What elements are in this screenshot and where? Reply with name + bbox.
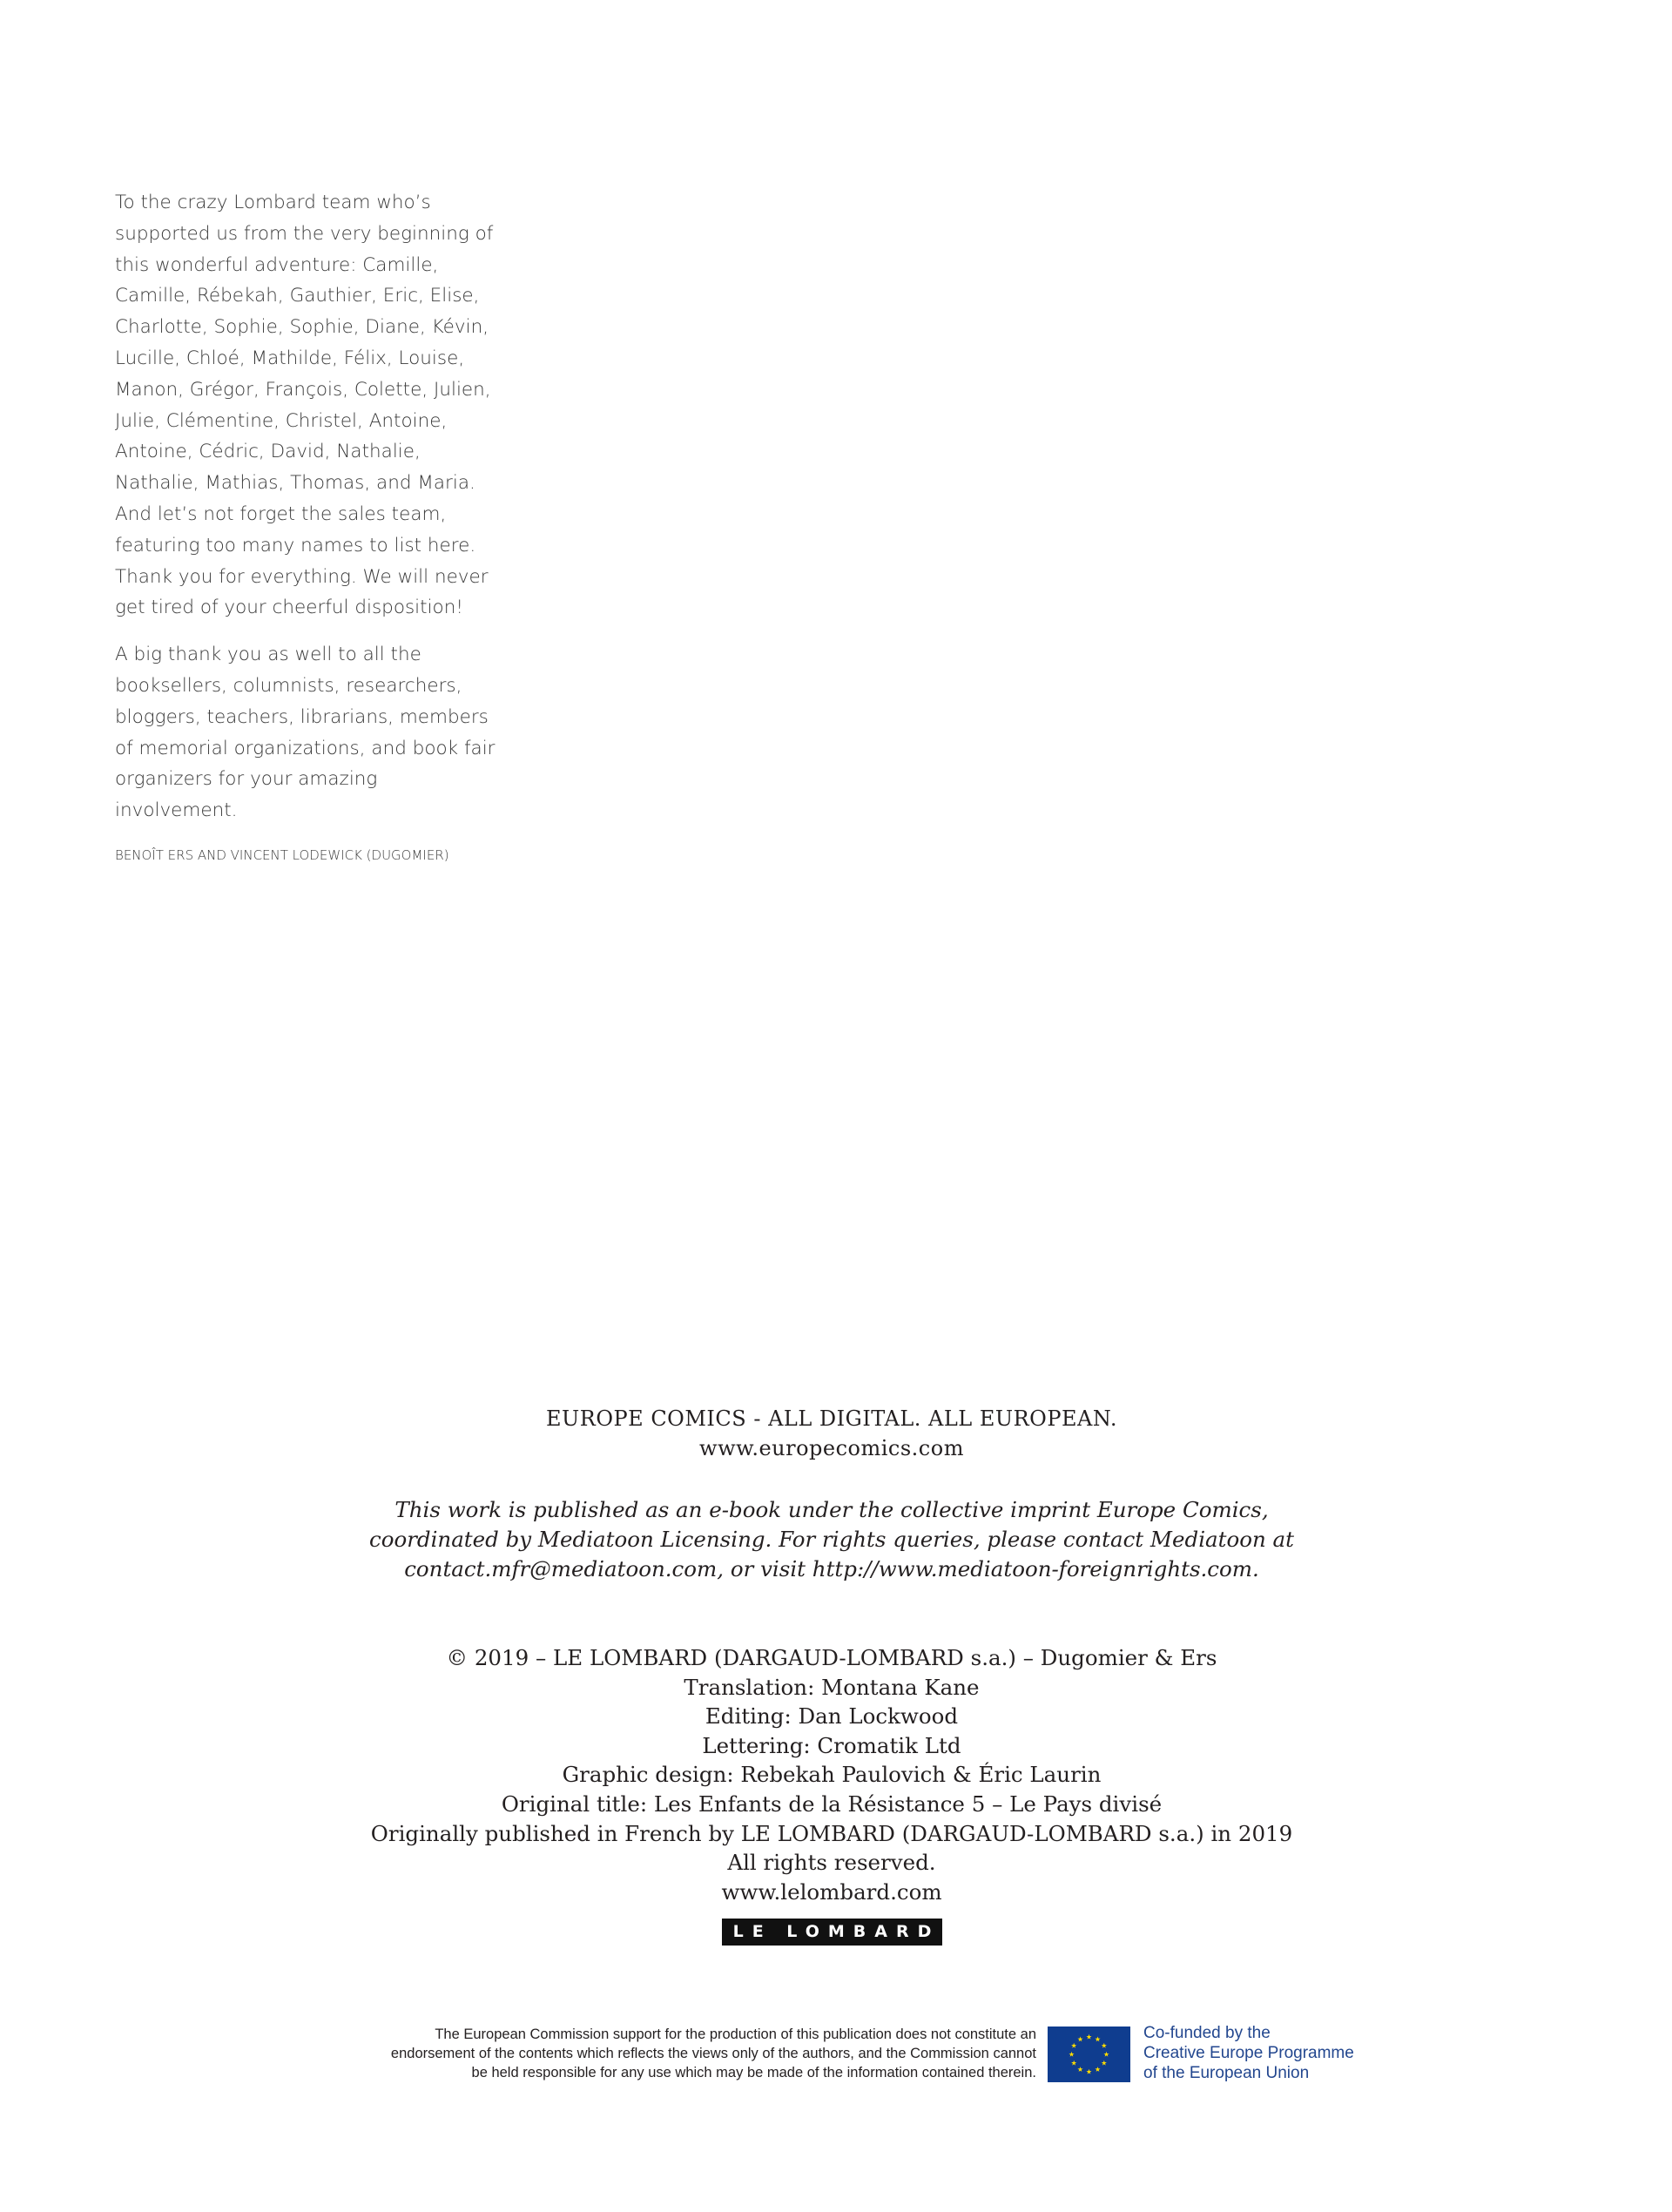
eu-star-icon: [1102, 2043, 1107, 2048]
editing-credit: Editing: Dan Lockwood: [705, 1703, 959, 1730]
lelombard-website-link[interactable]: www.lelombard.com: [721, 1878, 942, 1905]
eu-star-icon: [1095, 2067, 1100, 2072]
disclaimer-line: The European Commission support for the production of this publication does not constitute an: [435, 2027, 1036, 2042]
eu-star-icon: [1077, 2067, 1082, 2072]
imprint-notice: [314, 1495, 1350, 1584]
copyright-line: © 2019 – LE LOMBARD (DARGAUD-LOMBARD s.a.) – Dugomier & Ers: [446, 1645, 1217, 1670]
imprint-line: This work is published as an e-book under the collective imprint Europe Comics,: [394, 1497, 1269, 1522]
eu-star-icon: [1071, 2043, 1076, 2048]
europecomics-website-link[interactable]: www.europecomics.com: [699, 1436, 964, 1460]
eu-flag-stars: [1048, 2027, 1130, 2082]
original-publication: Originally published in French by LE LOMBARD (DARGAUD-LOMBARD s.a.) in 2019: [370, 1820, 1293, 1846]
original-title: Original title: Les Enfants de la Résistance 5 – Le Pays divisé: [501, 1791, 1163, 1817]
disclaimer-line: be held responsible for any use which may be made of the information contained therein.: [471, 2065, 1036, 2080]
eu-star-icon: [1069, 2052, 1074, 2057]
imprint-line: coordinated by Mediatoon Licensing. For rights queries, please contact Mediatoon at: [368, 1527, 1295, 1552]
imprint-line: contact.mfr@mediatoon.com, or visit http://www.mediatoon-foreignrights.com.: [404, 1556, 1259, 1581]
lettering-credit: Lettering: Cromatik Ltd: [702, 1732, 961, 1758]
cofunded-label: [1143, 2023, 1354, 2083]
graphic-design-credit: Graphic design: Rebekah Paulovich & Éric Laurin: [562, 1762, 1102, 1788]
eu-flag-icon: [1048, 2027, 1130, 2082]
cofunded-line: of the European Union: [1143, 2064, 1310, 2082]
eu-star-icon: [1103, 2052, 1109, 2057]
eu-star-icon: [1071, 2060, 1076, 2066]
cofunded-line: Co-funded by the: [1143, 2024, 1271, 2042]
eu-star-icon: [1102, 2060, 1107, 2066]
acknowledgements-paragraph-1: To the crazy Lombard team who’s supported us from the very beginning of this wonderful adventure: Camille, Camille, Rébekah, Gauthier, Eric, Elise, Charlotte, Sophie, Sophie, Diane, Kévin, Lucille, Chloé, Mathilde, Félix, Louise, Manon, Grégor, François, Colette, Julien, Julie, Clémentine, Christel, Antoine, Antoine, Cédric, David, Nathalie, Nathalie, Mathias, Thomas, and Maria. And let’s not forget the sales team, featuring too many names to list here. Thank you for everything. We will never get tired of your cheerful disposition!: [115, 192, 494, 619]
author-signature: BENOÎT ERS AND VINCENT LODEWICK (DUGOMIER): [115, 846, 449, 863]
rights-reserved: All rights reserved.: [727, 1850, 936, 1876]
eu-star-icon: [1077, 2036, 1082, 2041]
eu-disclaimer: [253, 2025, 1036, 2082]
cofunded-line: Creative Europe Programme: [1143, 2044, 1354, 2062]
publisher-tagline-block: [314, 1404, 1350, 1463]
eu-star-icon: [1086, 2034, 1091, 2040]
translation-credit: Translation: Montana Kane: [684, 1674, 980, 1700]
acknowledgements-paragraph-2: A big thank you as well to all the booksellers, columnists, researchers, bloggers, teachers, librarians, members of memorial organizations, and book fair organizers for your amazing involvement.: [115, 644, 496, 822]
acknowledgements: [115, 187, 498, 865]
eu-star-icon: [1086, 2069, 1091, 2074]
disclaimer-line: endorsement of the contents which reflects the views only of the authors, and the Commission cannot: [390, 2046, 1036, 2061]
le-lombard-logo: LE LOMBARD: [722, 1919, 942, 1946]
tagline: EUROPE COMICS - ALL DIGITAL. ALL EUROPEAN.: [546, 1406, 1117, 1431]
eu-star-icon: [1095, 2036, 1100, 2041]
credits-block: [314, 1643, 1350, 1906]
